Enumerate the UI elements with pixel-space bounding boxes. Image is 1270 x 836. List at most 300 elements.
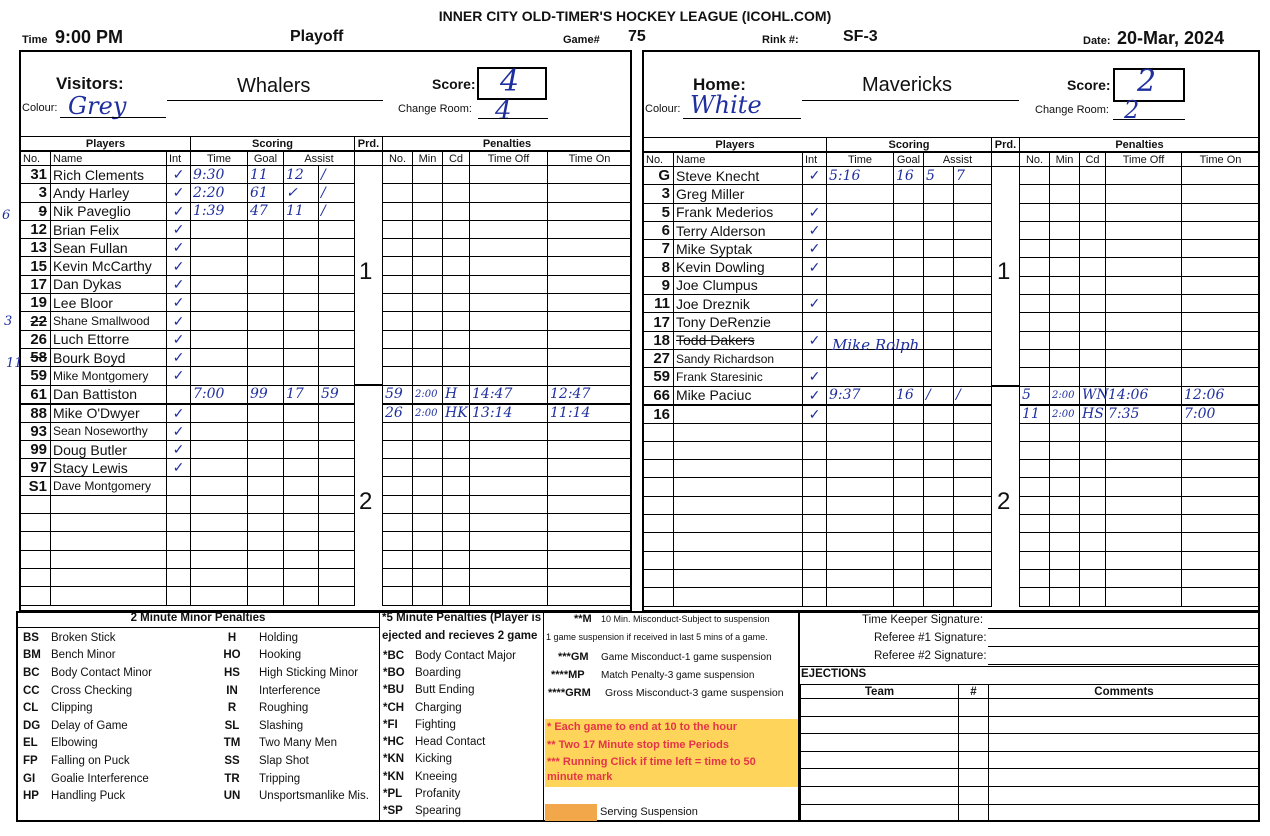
home-penalty-code[interactable] <box>1080 478 1106 496</box>
home-penalty-minutes[interactable] <box>1050 203 1080 221</box>
home-assist-1[interactable] <box>924 221 954 239</box>
visitors-player-number[interactable]: 12 <box>21 220 51 238</box>
home-assist-1[interactable] <box>924 349 954 367</box>
home-player-int[interactable]: ✓ <box>803 240 827 258</box>
home-goal-scorer[interactable]: 16 <box>894 167 924 185</box>
home-penalty-number[interactable] <box>1020 368 1050 386</box>
visitors-player-int[interactable] <box>167 514 191 532</box>
home-assist-2[interactable] <box>954 441 992 459</box>
home-goal-scorer[interactable] <box>894 221 924 239</box>
visitors-goal-time[interactable] <box>191 477 248 495</box>
visitors-goal-scorer[interactable]: 61 <box>248 184 284 202</box>
home-player-number[interactable]: 16 <box>644 405 674 424</box>
visitors-penalty-minutes[interactable] <box>413 184 443 202</box>
home-player-int[interactable] <box>803 276 827 294</box>
visitors-penalty-code[interactable] <box>443 532 470 550</box>
home-assist-1[interactable] <box>924 551 954 569</box>
visitors-assist-2[interactable]: / <box>319 166 355 184</box>
visitors-assist-1[interactable] <box>284 514 319 532</box>
visitors-penalty-time-off[interactable] <box>470 166 548 184</box>
visitors-penalty-minutes[interactable] <box>413 367 443 385</box>
home-penalty-time-off[interactable] <box>1106 460 1182 478</box>
visitors-penalty-code[interactable] <box>443 312 470 330</box>
home-penalty-number[interactable] <box>1020 167 1050 185</box>
home-penalty-minutes[interactable] <box>1050 313 1080 331</box>
visitors-player-name[interactable]: Dave Montgomery <box>51 477 167 495</box>
visitors-goal-scorer[interactable] <box>248 330 284 348</box>
visitors-player-number[interactable]: 22 <box>21 312 51 330</box>
home-player-number[interactable]: 18 <box>644 331 674 349</box>
visitors-penalty-minutes[interactable] <box>413 568 443 586</box>
visitors-player-name[interactable] <box>51 495 167 513</box>
home-penalty-minutes[interactable] <box>1050 515 1080 533</box>
home-penalty-time-off[interactable] <box>1106 368 1182 386</box>
home-goal-time[interactable] <box>827 551 894 569</box>
visitors-goal-time[interactable] <box>191 220 248 238</box>
visitors-penalty-number[interactable] <box>383 459 413 477</box>
home-penalty-time-on[interactable] <box>1182 533 1260 551</box>
visitors-player-number[interactable]: 17 <box>21 275 51 293</box>
visitors-penalty-minutes[interactable] <box>413 587 443 605</box>
visitors-assist-1[interactable] <box>284 495 319 513</box>
visitors-penalty-minutes[interactable] <box>413 312 443 330</box>
visitors-goal-scorer[interactable] <box>248 294 284 312</box>
home-player-int[interactable] <box>803 441 827 459</box>
home-player-name[interactable]: Mike Paciuc <box>674 386 803 405</box>
home-penalty-time-off[interactable] <box>1106 185 1182 203</box>
home-player-name[interactable] <box>674 460 803 478</box>
visitors-player-name[interactable]: Lee Bloor <box>51 294 167 312</box>
home-assist-1[interactable] <box>924 331 954 349</box>
visitors-goal-time[interactable] <box>191 440 248 458</box>
home-penalty-minutes[interactable] <box>1050 221 1080 239</box>
home-assist-1[interactable] <box>924 203 954 221</box>
visitors-assist-2[interactable] <box>319 459 355 477</box>
home-penalty-number[interactable] <box>1020 349 1050 367</box>
visitors-player-number[interactable]: 13 <box>21 239 51 257</box>
visitors-assist-2[interactable] <box>319 257 355 275</box>
home-penalty-time-on[interactable] <box>1182 331 1260 349</box>
visitors-player-int[interactable] <box>167 568 191 586</box>
home-penalty-time-on[interactable] <box>1182 313 1260 331</box>
visitors-player-name[interactable]: Dan Battiston <box>51 385 167 404</box>
home-player-number[interactable] <box>644 423 674 441</box>
visitors-player-int[interactable]: ✓ <box>167 440 191 458</box>
home-goal-time[interactable] <box>827 185 894 203</box>
visitors-penalty-minutes[interactable] <box>413 275 443 293</box>
home-assist-1[interactable] <box>924 258 954 276</box>
home-assist-2[interactable] <box>954 588 992 606</box>
visitors-penalty-number[interactable] <box>383 184 413 202</box>
home-penalty-number[interactable] <box>1020 588 1050 606</box>
home-goal-time[interactable] <box>827 569 894 587</box>
home-player-name[interactable] <box>674 588 803 606</box>
home-player-name[interactable]: Terry Alderson <box>674 221 803 239</box>
visitors-penalty-number[interactable] <box>383 202 413 220</box>
visitors-player-int[interactable]: ✓ <box>167 330 191 348</box>
visitors-assist-1[interactable] <box>284 587 319 605</box>
visitors-penalty-time-off[interactable] <box>470 422 548 440</box>
visitors-penalty-time-off[interactable] <box>470 330 548 348</box>
visitors-penalty-number[interactable] <box>383 275 413 293</box>
visitors-player-name[interactable]: Bourk Boyd <box>51 348 167 366</box>
home-goal-scorer[interactable] <box>894 313 924 331</box>
visitors-penalty-minutes[interactable] <box>413 239 443 257</box>
visitors-player-number[interactable]: 26 <box>21 330 51 348</box>
visitors-player-number[interactable] <box>21 587 51 605</box>
home-assist-1[interactable] <box>924 295 954 313</box>
home-assist-2[interactable] <box>954 460 992 478</box>
visitors-penalty-minutes[interactable]: 2:00 <box>413 404 443 423</box>
home-penalty-time-on[interactable] <box>1182 588 1260 606</box>
home-player-name[interactable] <box>674 569 803 587</box>
home-player-int[interactable]: ✓ <box>803 386 827 405</box>
home-goal-scorer[interactable] <box>894 515 924 533</box>
visitors-penalty-time-off[interactable]: 13:14 <box>470 404 548 423</box>
home-assist-2[interactable] <box>954 313 992 331</box>
home-player-int[interactable] <box>803 313 827 331</box>
visitors-penalty-time-off[interactable] <box>470 367 548 385</box>
visitors-penalty-time-on[interactable] <box>548 587 632 605</box>
home-assist-1[interactable]: / <box>924 386 954 405</box>
visitors-goal-time[interactable] <box>191 568 248 586</box>
home-goal-time[interactable] <box>827 203 894 221</box>
visitors-goal-scorer[interactable] <box>248 422 284 440</box>
visitors-player-int[interactable] <box>167 532 191 550</box>
visitors-player-name[interactable] <box>51 587 167 605</box>
ejection-cell[interactable] <box>801 751 959 769</box>
home-player-name[interactable]: Frank Staresinic <box>674 368 803 386</box>
home-penalty-code[interactable] <box>1080 515 1106 533</box>
visitors-player-int[interactable]: ✓ <box>167 459 191 477</box>
visitors-penalty-time-off[interactable] <box>470 202 548 220</box>
visitors-player-int[interactable]: ✓ <box>167 257 191 275</box>
home-player-name[interactable]: Frank Mederios <box>674 203 803 221</box>
visitors-assist-2[interactable] <box>319 550 355 568</box>
visitors-goal-scorer[interactable] <box>248 348 284 366</box>
visitors-penalty-time-on[interactable] <box>548 202 632 220</box>
visitors-penalty-code[interactable] <box>443 514 470 532</box>
home-player-number[interactable] <box>644 533 674 551</box>
home-penalty-time-off[interactable] <box>1106 349 1182 367</box>
home-assist-1[interactable] <box>924 240 954 258</box>
visitors-assist-2[interactable] <box>319 404 355 423</box>
home-goal-scorer[interactable] <box>894 368 924 386</box>
home-player-name[interactable]: Kevin Dowling <box>674 258 803 276</box>
visitors-player-number[interactable] <box>21 514 51 532</box>
home-goal-scorer[interactable] <box>894 405 924 424</box>
visitors-player-int[interactable]: ✓ <box>167 348 191 366</box>
visitors-penalty-time-off[interactable] <box>470 440 548 458</box>
home-player-int[interactable] <box>803 496 827 514</box>
visitors-penalty-time-off[interactable] <box>470 348 548 366</box>
timekeeper-line[interactable] <box>988 628 1258 629</box>
ejection-cell[interactable] <box>801 734 959 752</box>
visitors-assist-2[interactable] <box>319 514 355 532</box>
visitors-assist-2[interactable] <box>319 220 355 238</box>
visitors-goal-time[interactable] <box>191 275 248 293</box>
home-assist-1[interactable] <box>924 441 954 459</box>
home-player-int[interactable] <box>803 551 827 569</box>
home-penalty-number[interactable] <box>1020 515 1050 533</box>
home-assist-2[interactable] <box>954 368 992 386</box>
home-assist-1[interactable] <box>924 405 954 424</box>
visitors-player-name[interactable]: Sean Noseworthy <box>51 422 167 440</box>
visitors-penalty-code[interactable]: H <box>443 385 470 404</box>
visitors-assist-1[interactable] <box>284 348 319 366</box>
visitors-penalty-time-off[interactable] <box>470 514 548 532</box>
ejection-cell[interactable] <box>989 699 1260 717</box>
visitors-goal-time[interactable] <box>191 404 248 423</box>
visitors-penalty-number[interactable] <box>383 294 413 312</box>
visitors-penalty-minutes[interactable] <box>413 220 443 238</box>
home-penalty-minutes[interactable] <box>1050 331 1080 349</box>
visitors-player-number[interactable]: 31 <box>21 166 51 184</box>
home-assist-1[interactable] <box>924 423 954 441</box>
visitors-assist-2[interactable] <box>319 495 355 513</box>
home-player-name[interactable] <box>674 478 803 496</box>
home-assist-2[interactable] <box>954 551 992 569</box>
visitors-penalty-code[interactable] <box>443 587 470 605</box>
visitors-assist-1[interactable] <box>284 330 319 348</box>
home-penalty-code[interactable] <box>1080 441 1106 459</box>
home-assist-2[interactable] <box>954 221 992 239</box>
home-penalty-minutes[interactable] <box>1050 258 1080 276</box>
home-penalty-minutes[interactable] <box>1050 551 1080 569</box>
home-penalty-time-on[interactable] <box>1182 460 1260 478</box>
home-player-int[interactable]: ✓ <box>803 368 827 386</box>
home-player-number[interactable] <box>644 441 674 459</box>
visitors-goal-scorer[interactable] <box>248 477 284 495</box>
ejection-cell[interactable] <box>989 751 1260 769</box>
visitors-goal-scorer[interactable] <box>248 550 284 568</box>
visitors-penalty-number[interactable] <box>383 239 413 257</box>
visitors-penalty-time-off[interactable] <box>470 550 548 568</box>
home-player-number[interactable]: 8 <box>644 258 674 276</box>
visitors-player-name[interactable]: Doug Butler <box>51 440 167 458</box>
home-player-int[interactable] <box>803 460 827 478</box>
visitors-player-int[interactable] <box>167 385 191 404</box>
visitors-assist-2[interactable] <box>319 440 355 458</box>
visitors-player-name[interactable]: Luch Ettorre <box>51 330 167 348</box>
visitors-goal-scorer[interactable] <box>248 532 284 550</box>
home-player-name[interactable] <box>674 441 803 459</box>
visitors-penalty-number[interactable] <box>383 440 413 458</box>
visitors-player-int[interactable]: ✓ <box>167 202 191 220</box>
home-penalty-minutes[interactable] <box>1050 533 1080 551</box>
home-penalty-time-on[interactable] <box>1182 423 1260 441</box>
visitors-goal-scorer[interactable] <box>248 440 284 458</box>
visitors-goal-time[interactable] <box>191 312 248 330</box>
visitors-penalty-code[interactable] <box>443 202 470 220</box>
visitors-player-int[interactable]: ✓ <box>167 239 191 257</box>
home-penalty-code[interactable] <box>1080 221 1106 239</box>
visitors-player-number[interactable]: 59 <box>21 367 51 385</box>
visitors-penalty-minutes[interactable] <box>413 459 443 477</box>
home-goal-scorer[interactable] <box>894 441 924 459</box>
home-player-number[interactable] <box>644 588 674 606</box>
visitors-player-number[interactable]: 99 <box>21 440 51 458</box>
home-goal-time[interactable] <box>827 460 894 478</box>
home-penalty-minutes[interactable] <box>1050 185 1080 203</box>
home-assist-1[interactable] <box>924 185 954 203</box>
home-penalty-code[interactable] <box>1080 349 1106 367</box>
visitors-penalty-number[interactable] <box>383 587 413 605</box>
visitors-assist-1[interactable] <box>284 257 319 275</box>
home-goal-time[interactable] <box>827 240 894 258</box>
visitors-player-name[interactable] <box>51 514 167 532</box>
visitors-assist-1[interactable]: 17 <box>284 385 319 404</box>
visitors-goal-scorer[interactable]: 99 <box>248 385 284 404</box>
ejection-row[interactable] <box>801 804 1260 822</box>
visitors-penalty-time-on[interactable] <box>548 294 632 312</box>
visitors-goal-time[interactable] <box>191 239 248 257</box>
visitors-assist-2[interactable]: 59 <box>319 385 355 404</box>
ejection-row[interactable] <box>801 734 1260 752</box>
home-penalty-number[interactable]: 11 <box>1020 405 1050 424</box>
visitors-penalty-minutes[interactable] <box>413 294 443 312</box>
visitors-penalty-time-off[interactable] <box>470 239 548 257</box>
visitors-assist-1[interactable] <box>284 239 319 257</box>
home-goal-time[interactable]: 9:37 <box>827 386 894 405</box>
home-assist-2[interactable]: / <box>954 386 992 405</box>
home-player-number[interactable] <box>644 551 674 569</box>
visitors-goal-time[interactable]: 2:20 <box>191 184 248 202</box>
visitors-goal-scorer[interactable] <box>248 568 284 586</box>
home-assist-1[interactable]: 5 <box>924 167 954 185</box>
ejection-row[interactable] <box>801 716 1260 734</box>
home-penalty-time-off[interactable] <box>1106 167 1182 185</box>
home-penalty-minutes[interactable] <box>1050 460 1080 478</box>
home-penalty-number[interactable] <box>1020 203 1050 221</box>
home-penalty-number[interactable] <box>1020 569 1050 587</box>
visitors-goal-scorer[interactable]: 11 <box>248 166 284 184</box>
home-goal-time[interactable] <box>827 496 894 514</box>
home-penalty-number[interactable] <box>1020 258 1050 276</box>
visitors-penalty-time-on[interactable] <box>548 550 632 568</box>
visitors-assist-1[interactable] <box>284 532 319 550</box>
home-player-int[interactable] <box>803 515 827 533</box>
home-penalty-code[interactable] <box>1080 240 1106 258</box>
home-penalty-time-on[interactable] <box>1182 569 1260 587</box>
home-goal-scorer[interactable] <box>894 569 924 587</box>
home-assist-1[interactable] <box>924 478 954 496</box>
ejection-cell[interactable] <box>801 716 959 734</box>
home-player-name[interactable]: Joe Dreznik <box>674 295 803 313</box>
home-penalty-time-off[interactable] <box>1106 569 1182 587</box>
home-assist-2[interactable] <box>954 185 992 203</box>
home-penalty-time-off[interactable] <box>1106 423 1182 441</box>
home-penalty-code[interactable] <box>1080 569 1106 587</box>
home-assist-1[interactable] <box>924 515 954 533</box>
visitors-penalty-time-off[interactable] <box>470 312 548 330</box>
home-penalty-minutes[interactable] <box>1050 240 1080 258</box>
home-player-int[interactable]: ✓ <box>803 203 827 221</box>
visitors-penalty-code[interactable] <box>443 348 470 366</box>
visitors-assist-2[interactable] <box>319 367 355 385</box>
visitors-goal-scorer[interactable]: 47 <box>248 202 284 220</box>
visitors-goal-time[interactable] <box>191 459 248 477</box>
home-player-name[interactable]: Mike Syptak <box>674 240 803 258</box>
home-player-number[interactable] <box>644 496 674 514</box>
home-penalty-time-off[interactable]: 14:06 <box>1106 386 1182 405</box>
home-penalty-number[interactable] <box>1020 313 1050 331</box>
home-player-name[interactable]: Sandy Richardson <box>674 349 803 367</box>
home-player-int[interactable] <box>803 185 827 203</box>
visitors-penalty-code[interactable] <box>443 477 470 495</box>
home-player-number[interactable]: 9 <box>644 276 674 294</box>
visitors-penalty-time-off[interactable] <box>470 568 548 586</box>
visitors-penalty-time-off[interactable] <box>470 477 548 495</box>
home-penalty-number[interactable] <box>1020 460 1050 478</box>
ejection-cell[interactable] <box>801 699 959 717</box>
home-penalty-time-on[interactable] <box>1182 240 1260 258</box>
home-player-int[interactable]: ✓ <box>803 221 827 239</box>
visitors-penalty-minutes[interactable] <box>413 202 443 220</box>
visitors-penalty-time-on[interactable] <box>548 459 632 477</box>
visitors-goal-time[interactable] <box>191 514 248 532</box>
visitors-assist-1[interactable] <box>284 459 319 477</box>
home-penalty-code[interactable] <box>1080 551 1106 569</box>
home-player-int[interactable] <box>803 349 827 367</box>
home-penalty-minutes[interactable] <box>1050 349 1080 367</box>
visitors-player-name[interactable] <box>51 532 167 550</box>
visitors-assist-2[interactable] <box>319 568 355 586</box>
home-assist-2[interactable] <box>954 569 992 587</box>
home-penalty-time-off[interactable] <box>1106 441 1182 459</box>
home-player-name[interactable] <box>674 515 803 533</box>
visitors-player-name[interactable] <box>51 550 167 568</box>
ejection-cell[interactable] <box>959 699 989 717</box>
visitors-penalty-time-on[interactable] <box>548 330 632 348</box>
visitors-player-name[interactable]: Brian Felix <box>51 220 167 238</box>
home-goal-time[interactable] <box>827 478 894 496</box>
visitors-penalty-time-on[interactable] <box>548 220 632 238</box>
visitors-penalty-number[interactable]: 26 <box>383 404 413 423</box>
home-penalty-number[interactable] <box>1020 441 1050 459</box>
home-assist-2[interactable] <box>954 405 992 424</box>
ejection-cell[interactable] <box>989 716 1260 734</box>
home-goal-time[interactable] <box>827 588 894 606</box>
visitors-penalty-code[interactable] <box>443 330 470 348</box>
home-goal-time[interactable] <box>827 405 894 424</box>
home-player-number[interactable] <box>644 460 674 478</box>
home-goal-time[interactable] <box>827 441 894 459</box>
visitors-penalty-time-off[interactable] <box>470 532 548 550</box>
home-penalty-time-on[interactable] <box>1182 478 1260 496</box>
visitors-player-name[interactable]: Kevin McCarthy <box>51 257 167 275</box>
visitors-player-int[interactable]: ✓ <box>167 367 191 385</box>
visitors-goal-scorer[interactable] <box>248 275 284 293</box>
visitors-goal-scorer[interactable] <box>248 495 284 513</box>
home-penalty-minutes[interactable] <box>1050 478 1080 496</box>
home-player-name[interactable] <box>674 551 803 569</box>
home-penalty-code[interactable] <box>1080 313 1106 331</box>
visitors-goal-scorer[interactable] <box>248 587 284 605</box>
home-penalty-minutes[interactable] <box>1050 167 1080 185</box>
home-assist-2[interactable] <box>954 240 992 258</box>
home-penalty-time-off[interactable] <box>1106 331 1182 349</box>
home-goal-scorer[interactable] <box>894 533 924 551</box>
visitors-penalty-number[interactable] <box>383 495 413 513</box>
home-assist-1[interactable] <box>924 313 954 331</box>
home-assist-1[interactable] <box>924 368 954 386</box>
ejection-cell[interactable] <box>959 769 989 787</box>
visitors-penalty-code[interactable] <box>443 550 470 568</box>
visitors-player-name[interactable]: Dan Dykas <box>51 275 167 293</box>
visitors-penalty-number[interactable] <box>383 257 413 275</box>
home-player-name[interactable]: Joe Clumpus <box>674 276 803 294</box>
